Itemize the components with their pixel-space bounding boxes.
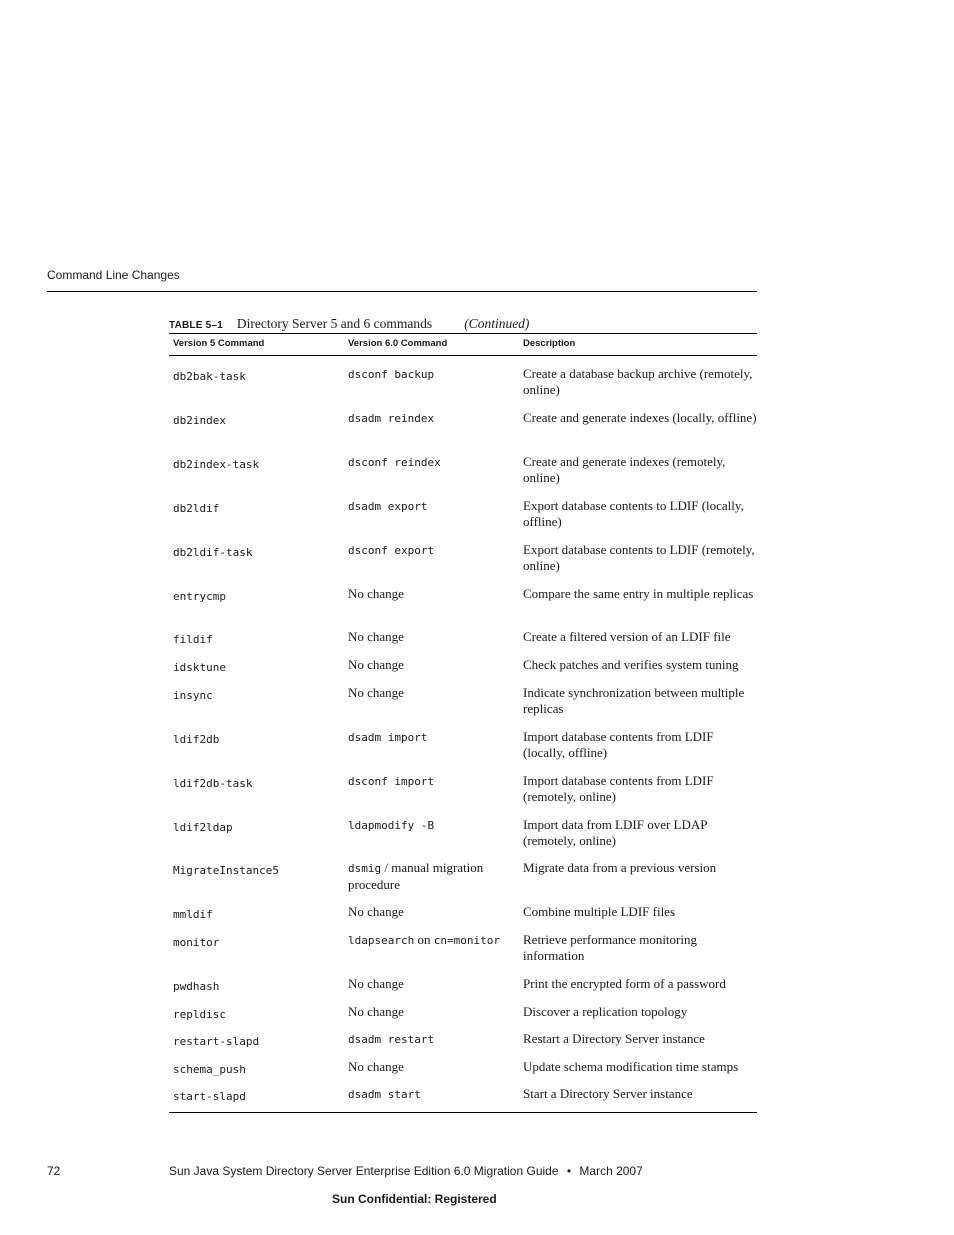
cell-description: Start a Directory Server instance xyxy=(523,1085,693,1101)
cell-description: Discover a replication topology xyxy=(523,1003,688,1019)
version6-text: No change xyxy=(348,585,404,601)
table-row xyxy=(169,976,757,1004)
cell-version5 xyxy=(169,817,344,860)
cell-version5 xyxy=(169,860,344,904)
cell-description: Export database contents to LDIF (remotely, online) xyxy=(523,541,755,573)
cell-version5 xyxy=(169,657,344,685)
header-version5: Version 5 Command xyxy=(173,337,265,349)
version5-command: monitor xyxy=(173,935,220,949)
cell-version6 xyxy=(344,356,519,410)
version6-command: dsconf backup xyxy=(348,368,435,381)
version5-command: mmldif xyxy=(173,907,213,921)
cell-version5 xyxy=(169,904,344,932)
version6-command: dsadm export xyxy=(348,499,428,513)
cell-version5 xyxy=(169,542,344,586)
cell-version6 xyxy=(344,904,519,932)
cell-version6 xyxy=(344,1004,519,1031)
version5-command: db2bak-task xyxy=(173,370,246,383)
table-header-row xyxy=(169,334,757,356)
version6-command: ldapmodify -B xyxy=(348,818,435,832)
table-row xyxy=(169,1004,757,1031)
table-row xyxy=(169,904,757,932)
version5-command: db2index-task xyxy=(173,457,260,471)
table-row xyxy=(169,1086,757,1113)
cell-description: Create and generate indexes (remotely, online) xyxy=(523,453,726,485)
cell-version5 xyxy=(169,1004,344,1031)
table-row xyxy=(169,586,757,629)
version5-command: ldif2db xyxy=(173,732,220,746)
version6-text: No change xyxy=(348,1058,404,1074)
cell-version6 xyxy=(344,542,519,586)
cell-version5 xyxy=(169,454,344,498)
version5-command: fildif xyxy=(173,632,213,646)
table-row xyxy=(169,932,757,976)
cell-version5 xyxy=(169,1031,344,1059)
cell-version6 xyxy=(344,1059,519,1086)
version6-command: dsadm import xyxy=(348,730,428,744)
table-caption xyxy=(169,315,529,333)
cell-description: Compare the same entry in multiple replicas xyxy=(523,585,754,601)
cell-version5 xyxy=(169,1086,344,1113)
version6-command: dsconf import xyxy=(348,774,435,788)
cell-description: Create and generate indexes (locally, offline) xyxy=(523,409,757,425)
table-label: TABLE 5–1 xyxy=(169,320,223,331)
table-row xyxy=(169,860,757,904)
version6-command: dsadm reindex xyxy=(348,411,435,425)
version6-text: No change xyxy=(348,628,404,644)
confidential-notice: Sun Confidential: Registered xyxy=(332,1192,497,1206)
footer-bullet: • xyxy=(566,1164,572,1178)
header-description: Description xyxy=(523,337,576,349)
table-row xyxy=(169,773,757,817)
cell-version5 xyxy=(169,356,344,410)
version5-command: db2index xyxy=(173,413,226,427)
version5-command: idsktune xyxy=(173,660,226,674)
cell-version6 xyxy=(344,817,519,860)
table-title: Directory Server 5 and 6 commands xyxy=(236,316,433,331)
version6-text: No change xyxy=(348,975,404,991)
version6-text: No change xyxy=(348,684,404,700)
version5-command: ldif2db-task xyxy=(173,776,253,790)
header-rule xyxy=(47,291,757,292)
header-version6: Version 6.0 Command xyxy=(348,337,448,349)
version6-text: on xyxy=(414,931,434,947)
cell-version5 xyxy=(169,773,344,817)
cell-version6 xyxy=(344,586,519,629)
version6-command: ldapsearch xyxy=(348,933,415,947)
footer-book-title: Sun Java System Directory Server Enterprise Edition 6.0 Migration Guide xyxy=(169,1164,559,1178)
cell-description: Create a filtered version of an LDIF file xyxy=(523,628,731,644)
cell-version6 xyxy=(344,932,519,976)
cell-version5 xyxy=(169,410,344,454)
footer-title xyxy=(169,1164,643,1178)
cell-description: Create a database backup archive (remotely, online) xyxy=(523,366,753,397)
table-row xyxy=(169,1031,757,1059)
table-row xyxy=(169,685,757,729)
version6-command: dsconf reindex xyxy=(348,455,441,469)
table-row xyxy=(169,817,757,860)
version5-command: entrycmp xyxy=(173,589,226,603)
cell-version5 xyxy=(169,976,344,1004)
version6-text: No change xyxy=(348,903,404,919)
cell-version5 xyxy=(169,498,344,542)
cell-version6 xyxy=(344,1086,519,1113)
cell-version6 xyxy=(344,1031,519,1059)
cell-description: Import database contents from LDIF (remotely, online) xyxy=(523,772,714,804)
table-row xyxy=(169,657,757,685)
cell-version6 xyxy=(344,629,519,657)
cell-version6 xyxy=(344,685,519,729)
cell-version6 xyxy=(344,410,519,454)
cell-version6 xyxy=(344,454,519,498)
cell-description: Check patches and verifies system tuning xyxy=(523,656,739,672)
version6-command: dsmig xyxy=(348,861,382,875)
version5-command: db2ldif-task xyxy=(173,545,253,559)
cell-version5 xyxy=(169,1059,344,1086)
cell-description: Combine multiple LDIF files xyxy=(523,903,676,919)
version6-command: dsconf export xyxy=(348,543,435,557)
cell-version6 xyxy=(344,657,519,685)
version6-command: dsadm restart xyxy=(348,1032,435,1046)
cell-version6 xyxy=(344,498,519,542)
cell-version5 xyxy=(169,629,344,657)
version5-command: insync xyxy=(173,688,213,702)
cell-version5 xyxy=(169,729,344,773)
table-row xyxy=(169,729,757,773)
version6-text: No change xyxy=(348,656,404,672)
cell-description: Import database contents from LDIF (locally, offline) xyxy=(523,728,714,760)
cell-version5 xyxy=(169,685,344,729)
table-row xyxy=(169,542,757,586)
cell-version5 xyxy=(169,932,344,976)
version5-command: restart-slapd xyxy=(173,1034,260,1048)
cell-description: Migrate data from a previous version xyxy=(523,859,717,875)
table-continued: (Continued) xyxy=(464,316,530,331)
cell-description: Print the encrypted form of a password xyxy=(523,975,726,991)
cell-version6 xyxy=(344,976,519,1004)
cell-version6 xyxy=(344,773,519,817)
version5-command: db2ldif xyxy=(173,501,220,515)
cell-description: Indicate synchronization between multiple replicas xyxy=(523,684,745,716)
cell-description: Update schema modification time stamps xyxy=(523,1058,739,1074)
version5-command: MigrateInstance5 xyxy=(173,863,279,877)
cell-description: Export database contents to LDIF (locally, offline) xyxy=(523,497,744,529)
page-number: 72 xyxy=(47,1164,61,1178)
running-header: Command Line Changes xyxy=(47,268,180,282)
table-row xyxy=(169,454,757,498)
table-row xyxy=(169,498,757,542)
version5-command: ldif2ldap xyxy=(173,820,233,834)
table-row xyxy=(169,629,757,657)
table-row xyxy=(169,410,757,454)
cell-description: Import data from LDIF over LDAP (remotely, online) xyxy=(523,816,708,848)
table-row xyxy=(169,1059,757,1086)
version5-command: start-slapd xyxy=(173,1089,246,1103)
version6-text: No change xyxy=(348,1003,404,1019)
cell-version5 xyxy=(169,586,344,629)
cell-description: Restart a Directory Server instance xyxy=(523,1030,705,1046)
cell-version6 xyxy=(344,729,519,773)
version5-command: pwdhash xyxy=(173,979,220,993)
table-row xyxy=(169,356,757,410)
commands-table xyxy=(169,333,757,1113)
version6-command-arg: cn=monitor xyxy=(433,933,500,947)
version6-text: / manual migration procedure xyxy=(348,859,487,892)
version5-command: schema_push xyxy=(173,1062,246,1076)
version5-command: repldisc xyxy=(173,1007,226,1021)
footer-date: March 2007 xyxy=(579,1164,643,1178)
cell-description: Retrieve performance monitoring information xyxy=(523,931,697,963)
version6-command: dsadm start xyxy=(348,1087,421,1101)
cell-version6 xyxy=(344,860,519,904)
